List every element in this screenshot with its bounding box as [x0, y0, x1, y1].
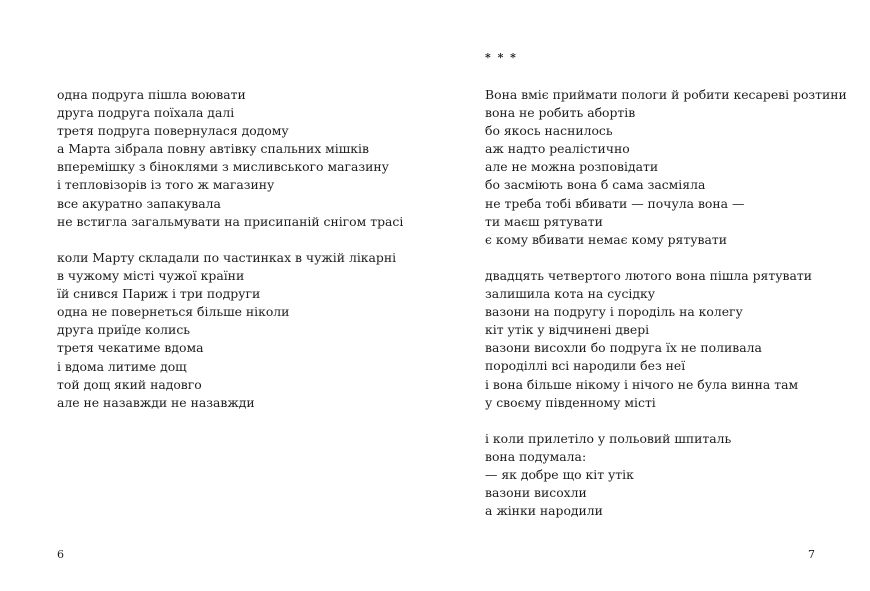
poem-line: і вона більше нікому і нічого не була винна там [485, 376, 799, 392]
poem-line: третя чекатиме вдома [57, 340, 204, 356]
poem-line: друга подруга поїхала далі [57, 105, 235, 121]
poem-line: і тепловізорів із того ж магазину [57, 177, 275, 193]
stanza-2 [485, 267, 812, 412]
poem-line: Вона вміє приймати пологи й робити кесареві розтини [485, 87, 847, 102]
poem-line: аж надто реалістично [485, 141, 630, 157]
poem-line: — як добре що кіт утік [485, 467, 634, 483]
poem-line: вона не робить абортів [485, 105, 636, 121]
stanza-1 [57, 86, 403, 231]
stanza-1 [485, 86, 847, 249]
poem-line: одна подруга пішла воювати [57, 87, 246, 102]
page-number: 7 [808, 548, 815, 561]
right-page [435, 0, 870, 591]
section-separator: * * * [485, 51, 518, 64]
poem-line: а жінки народили [485, 503, 603, 519]
poem-line: вазони висохли [485, 485, 587, 501]
poem-line: їй снився Париж і три подруги [57, 286, 261, 302]
poem-line: вазони висохли бо подруга їх не поливала [485, 340, 762, 356]
poem-line: бо засміють вона б сама засміяла [485, 177, 706, 193]
poem-line: третя подруга повернулася додому [57, 123, 289, 139]
poem-line: у своєму південному місті [485, 394, 656, 410]
page-number: 6 [57, 548, 64, 561]
poem-line: коли Марту складали по частинках в чужій лікарні [57, 250, 397, 265]
poem-line: друга приїде колись [57, 322, 190, 338]
poem-line: вона подумала: [485, 449, 587, 465]
poem-line: але не назавжди не назавжди [57, 394, 255, 410]
poem-line: все акуратно запакувала [57, 195, 221, 211]
poem-line: вазони на подругу і породіль на колегу [485, 304, 743, 320]
poem-line: є кому вбивати немає кому рятувати [485, 231, 727, 247]
poem-line: породіллі всі народили без неї [485, 358, 686, 374]
poem-line: в чужому місті чужої країни [57, 268, 245, 284]
poem-line: двадцять четвертого лютого вона пішла рятувати [485, 268, 812, 283]
poem-line: ти маєш рятувати [485, 213, 603, 229]
poem-line: але не можна розповідати [485, 159, 659, 175]
poem-line: вперемішку з біноклями з мисливського магазину [57, 159, 389, 175]
poem-line: а Марта зібрала повну автівку спальних мішків [57, 141, 369, 157]
poem-line: залишила кота на сусідку [485, 286, 656, 302]
poem-line: і вдома литиме дощ [57, 358, 187, 374]
poem-line: і коли прилетіло у польовий шпиталь [485, 431, 732, 446]
poem-line: не треба тобі вбивати — почула вона — [485, 195, 745, 211]
poem-line: кіт утік у відчинені двері [485, 322, 650, 338]
stanza-2 [57, 249, 396, 412]
stanza-3 [485, 430, 731, 520]
poem-line: одна не повернеться більше ніколи [57, 304, 290, 320]
poem-line: бо якось наснилось [485, 123, 613, 139]
poem-line: той дощ який надовго [57, 376, 202, 392]
poem-line: не встигла загальмувати на присипаній снігом трасі [57, 213, 404, 229]
